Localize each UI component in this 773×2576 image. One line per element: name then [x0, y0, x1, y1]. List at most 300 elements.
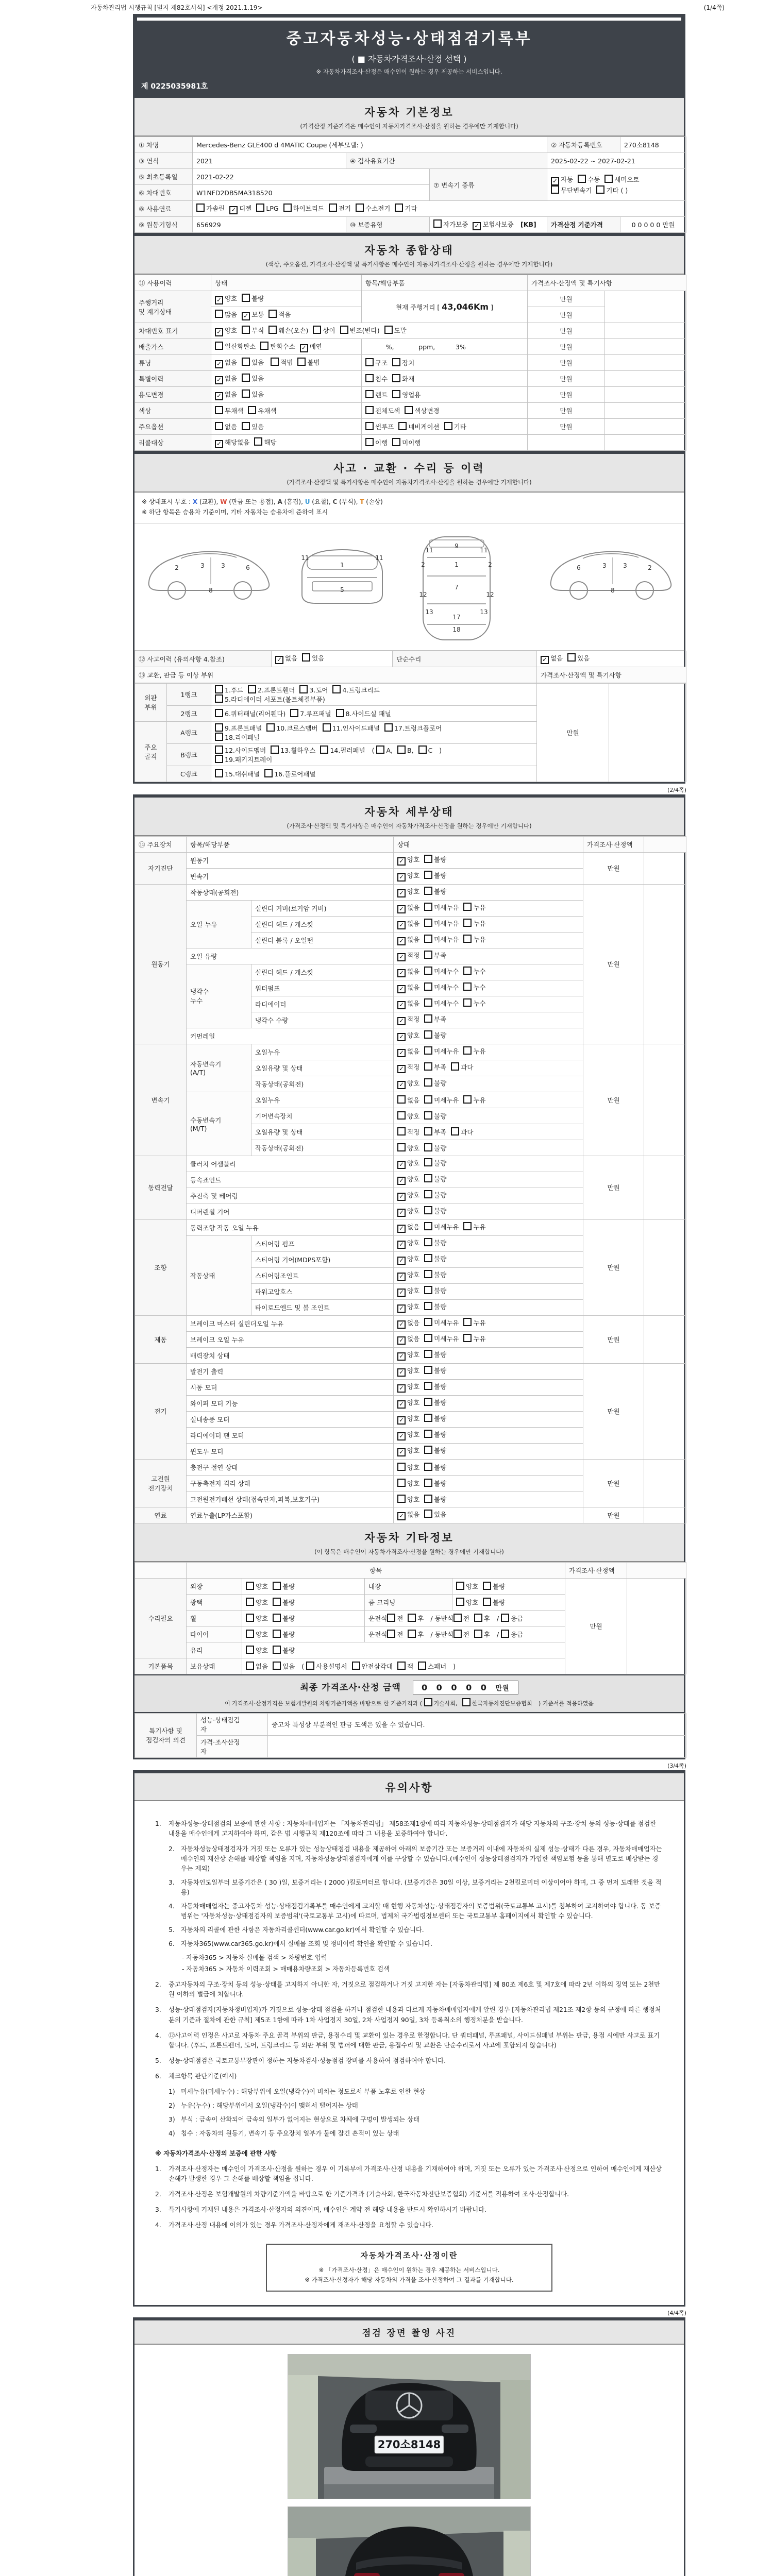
checkbox-label: 없음	[407, 1511, 420, 1519]
table-cell	[644, 1219, 686, 1315]
table-row	[135, 403, 686, 419]
status-symbol: U	[305, 498, 310, 505]
checkbox-option	[397, 1479, 419, 1488]
checkbox-label: 없음	[407, 1335, 420, 1343]
table-cell	[242, 1626, 365, 1642]
status-symbol: C	[332, 498, 338, 505]
checkbox-option	[260, 342, 295, 351]
checked-checkbox-icon	[397, 1081, 406, 1089]
text: 가격·조사산정	[200, 1738, 240, 1746]
table-cell	[547, 169, 686, 201]
checked-checkbox-icon	[397, 1241, 406, 1249]
unchecked-checkbox-icon	[246, 1646, 254, 1654]
unchecked-checkbox-icon	[387, 1614, 395, 1622]
page-marker-1: (1/4쪽)	[703, 4, 725, 11]
text: 원동기	[190, 856, 209, 865]
section-basic-subtitle: (가격산정 기준가격은 매수인이 자동차가격조사·산정을 원하는 경우에만 기재합니다)	[300, 123, 518, 130]
text: 브레이크 오일 누유	[190, 1335, 244, 1344]
checkbox-option	[424, 1479, 446, 1488]
checkbox-label: 수소전기	[365, 204, 391, 212]
checkbox-option	[424, 1510, 446, 1519]
table-cell	[242, 1642, 565, 1658]
checkbox-option	[397, 1510, 419, 1520]
checkbox-label: 11.인사이드패널	[332, 724, 380, 732]
text: 실내송풍 모터	[190, 1415, 230, 1423]
text: 만원	[560, 407, 573, 415]
table-cell	[394, 1044, 583, 1060]
unchecked-checkbox-icon	[392, 438, 400, 446]
checkbox-option	[215, 733, 260, 742]
checkbox-option	[424, 919, 459, 928]
checkbox-option	[463, 1095, 485, 1105]
table-row	[135, 1363, 686, 1379]
unchecked-checkbox-icon	[424, 1174, 432, 1182]
table-cell	[251, 1012, 394, 1028]
checkbox-option	[397, 1382, 419, 1393]
checkbox-label: 없음	[225, 390, 238, 398]
checkbox-option	[397, 903, 419, 913]
checkbox-option	[501, 1630, 523, 1639]
checkbox-label: 양호	[256, 1614, 268, 1622]
table-cell	[211, 403, 362, 419]
text: 변속기	[190, 872, 209, 880]
unchecked-checkbox-icon	[256, 204, 264, 212]
panel-number-label: 17	[452, 613, 461, 621]
checkbox-option	[384, 723, 442, 733]
table-cell	[251, 1060, 394, 1076]
checkbox-label: 기타	[405, 204, 417, 212]
table-cell	[394, 1347, 583, 1363]
table-cell	[242, 1594, 365, 1610]
overall-status-table	[135, 275, 684, 451]
status-symbol: A	[277, 498, 282, 505]
checkbox-option	[266, 723, 317, 733]
table-row	[135, 1735, 686, 1757]
checkbox-option	[246, 1662, 268, 1671]
table-cell	[528, 371, 605, 387]
text: 특기사항 및	[149, 1727, 182, 1735]
table-cell	[193, 169, 430, 185]
checkbox-option	[242, 389, 264, 399]
unchecked-checkbox-icon	[451, 1062, 459, 1071]
checkbox-option	[424, 1366, 446, 1375]
unchecked-checkbox-icon	[397, 1463, 406, 1471]
checkbox-label: 미세누유	[434, 936, 459, 944]
unchecked-checkbox-icon	[424, 982, 432, 991]
unchecked-checkbox-icon	[424, 1030, 432, 1039]
text: 타이로드엔드 및 볼 조인트	[255, 1303, 330, 1312]
unchecked-checkbox-icon	[424, 1190, 432, 1198]
unchecked-checkbox-icon	[273, 1646, 281, 1654]
checkbox-option	[215, 723, 262, 733]
unchecked-checkbox-icon	[384, 723, 393, 732]
checkbox-label: 양호	[225, 294, 238, 302]
price-survey-definition-line: ※ 가격조사·산정자가 해당 자동차의 가격을 조사·산정하여 그 결과를 기재합니다.	[305, 2276, 514, 2283]
checkbox-option	[397, 1414, 419, 1425]
table-cell	[251, 964, 394, 980]
checkbox-option	[424, 1350, 446, 1359]
text: 라디에이터	[255, 1000, 287, 1008]
notices-title: 유의사항	[385, 1781, 433, 1794]
unchecked-checkbox-icon	[215, 709, 223, 717]
notice-item: 2. 자동차성능상태점검자가 거짓 또는 오류가 있는 성능상태점검 내용을 제공하여 아래의 보증기간 또는 보증거리 이내에 자동차의 실제 성능·상태가 다른 경우, 자동차매매업자는 매수인의 재산상 손해를 배상할 책임을 지며, 자동차성능상태점검자에게 이를 구상할 수 있습니다.(매수인이 성능상태점검자가 가입한 책임보험 등을 통해 별도로 배상받는 경우는 제외)	[169, 1845, 662, 1872]
unchecked-checkbox-icon	[424, 1366, 432, 1374]
unchecked-checkbox-icon	[397, 1479, 406, 1487]
table-cell	[187, 1235, 251, 1315]
unchecked-checkbox-icon	[463, 998, 472, 1007]
unchecked-checkbox-icon	[474, 1614, 482, 1622]
unchecked-checkbox-icon	[424, 1206, 432, 1214]
text: 이 가격조사·산정가격은 보험개발원의 차량기준가액을 바탕으로 한 기준가격과 (	[225, 1700, 424, 1707]
final-price-band	[135, 1674, 684, 1713]
checkbox-label: 가솔린	[206, 204, 225, 212]
table-cell	[135, 1713, 197, 1757]
checkbox-label: 없음	[225, 374, 238, 382]
table-cell	[187, 1491, 394, 1507]
price-survey-definition-box	[266, 2244, 552, 2292]
table-cell	[242, 1658, 565, 1674]
checkbox-option	[424, 871, 446, 880]
text: ⑭ 주요장치	[139, 840, 172, 849]
panel-number-label: 1	[455, 561, 459, 568]
checkbox-label: 양호	[407, 1287, 420, 1295]
table-cell	[135, 1219, 187, 1315]
table-cell	[605, 435, 686, 451]
checkbox-option	[424, 1078, 446, 1088]
checked-checkbox-icon	[397, 889, 406, 897]
text: ④ 검사유효기간	[350, 157, 395, 165]
checkbox-option	[456, 1582, 478, 1591]
table-cell	[528, 403, 605, 419]
checkbox-option	[392, 374, 414, 383]
table-cell	[394, 884, 583, 900]
table-cell	[187, 1363, 394, 1379]
checkbox-option	[473, 219, 513, 230]
checked-checkbox-icon	[397, 1193, 406, 1201]
checkbox-option	[297, 358, 320, 367]
text: 운전석	[368, 1614, 388, 1622]
table-cell	[135, 435, 211, 451]
table-cell	[135, 836, 187, 852]
checkbox-option	[365, 406, 400, 415]
table-row	[135, 323, 686, 339]
checkbox-option	[397, 1222, 419, 1233]
unchecked-checkbox-icon	[215, 422, 223, 430]
checkbox-option	[424, 1318, 459, 1327]
checkbox-label: 부식	[251, 326, 264, 334]
basic-info	[135, 137, 686, 233]
unchecked-checkbox-icon	[596, 185, 604, 194]
unchecked-checkbox-icon	[242, 422, 250, 430]
checkbox-label: 양호	[466, 1598, 479, 1606]
unchecked-checkbox-icon	[273, 1582, 281, 1590]
checkbox-option	[215, 437, 249, 448]
table-cell	[394, 1060, 583, 1076]
notice-item: 1. 자동차성능·상태점검의 보증에 관한 사항 : 자동차매매업자는 「자동차관리법」 제58조제1항에 따라 자동차성능·상태점검자가 해당 자동차의 구조·장치 등의 성능·상태를 점검한 내용을 매수인에게 고지하여야 하며, 같은 법 시행규칙 제120조에 따라 그 내용을 보증하여야 합니다.	[155, 1820, 657, 1837]
table-cell	[135, 217, 193, 233]
checkbox-label: 누유	[473, 1335, 486, 1343]
text: ⑫ 사고이력 (유의사항 4.참조)	[139, 655, 225, 663]
checkbox-label: 불량	[493, 1598, 506, 1606]
car-damage-diagram	[135, 523, 684, 651]
checkbox-option	[424, 1270, 446, 1279]
text: 2025-02-22 ~ 2027-02-21	[551, 157, 635, 165]
unchecked-checkbox-icon	[365, 438, 374, 446]
checked-checkbox-icon	[397, 1177, 406, 1185]
table-cell	[187, 1044, 251, 1092]
table-row	[135, 355, 686, 371]
checked-checkbox-icon	[397, 1225, 406, 1233]
checkbox-label: 누유	[473, 936, 486, 944]
unchecked-checkbox-icon	[356, 204, 364, 212]
checkbox-option	[463, 1222, 485, 1231]
checkbox-option	[424, 903, 459, 912]
table-cell	[394, 1379, 583, 1395]
checkbox-option	[242, 358, 264, 367]
unchecked-checkbox-icon	[424, 951, 432, 959]
text: 주요	[144, 743, 157, 751]
checkbox-option	[397, 982, 419, 993]
checkbox-label: 불량	[434, 1191, 447, 1199]
checkbox-label: 양호	[407, 1399, 420, 1407]
table-row	[135, 275, 686, 291]
table-cell	[135, 387, 211, 403]
unchecked-checkbox-icon	[424, 1046, 432, 1055]
text: 1랭크	[180, 690, 197, 699]
table-cell	[605, 419, 686, 435]
text: 조향	[154, 1264, 167, 1272]
checkbox-label: 누수	[473, 999, 486, 1008]
text: 주행거리	[139, 298, 164, 307]
unchecked-checkbox-icon	[215, 755, 223, 763]
checkbox-option	[273, 1630, 295, 1639]
checkbox-option	[242, 422, 264, 431]
text: 실린더 커버(로커암 커버)	[255, 904, 327, 912]
checkbox-label: 누유	[473, 920, 486, 928]
checkbox-label: 없음	[550, 654, 563, 663]
checked-checkbox-icon	[397, 1448, 406, 1456]
table-cell	[528, 419, 605, 435]
table-cell	[135, 275, 211, 291]
checkbox-option	[246, 1614, 268, 1623]
checkbox-option	[397, 951, 419, 961]
checkbox-option	[397, 1430, 419, 1440]
checkbox-label: 수동	[587, 176, 600, 183]
checkbox-label: 전	[397, 1630, 404, 1638]
unchecked-checkbox-icon	[418, 1662, 426, 1670]
text: ① 차명	[139, 141, 159, 149]
checkbox-option	[424, 1062, 446, 1072]
checked-checkbox-icon	[215, 360, 223, 368]
unchecked-checkbox-icon	[424, 919, 432, 927]
table-cell	[605, 291, 686, 323]
table-cell	[242, 1610, 365, 1626]
checkbox-label: 없음	[225, 358, 238, 366]
table-cell	[528, 307, 605, 323]
table-row	[135, 836, 686, 852]
table-cell	[167, 683, 211, 705]
table-cell	[211, 705, 537, 721]
text: 자동변속기	[190, 1060, 222, 1069]
price-survey-notes-heading: ※ 자동차가격조사·산정의 보증에 관한 사항	[155, 2149, 277, 2157]
checkbox-label: 있음	[577, 654, 590, 663]
unchecked-checkbox-icon	[246, 1598, 254, 1606]
table-row	[135, 153, 686, 169]
unchecked-checkbox-icon	[313, 326, 321, 334]
text: 기어변속장치	[255, 1112, 293, 1120]
checkbox-option	[474, 1614, 490, 1623]
photos-header: 점검 장면 촬영 사진	[135, 2320, 684, 2345]
checkbox-option	[299, 685, 328, 694]
checked-checkbox-icon	[215, 328, 223, 336]
basic-info-table	[135, 137, 684, 233]
checkbox-option	[397, 855, 419, 866]
unchecked-checkbox-icon	[397, 1143, 406, 1151]
checkbox-label: 없음	[407, 968, 420, 976]
notice-item: 1) 미세누유(미세누수) : 해당부위에 오일(냉각수)이 비치는 정도로서 부품 노후로 인한 현상	[169, 2088, 426, 2095]
unchecked-checkbox-icon	[453, 1630, 462, 1638]
checkbox-option	[424, 1143, 446, 1153]
checked-checkbox-icon	[229, 206, 238, 214]
section-detail-title: 자동차 세부상태	[364, 805, 454, 818]
table-cell	[187, 1475, 394, 1491]
table-cell	[394, 1411, 583, 1427]
checkbox-option	[215, 694, 325, 704]
checkbox-option	[397, 1238, 419, 1249]
table-cell	[394, 1267, 583, 1283]
table-cell	[251, 1108, 394, 1124]
panel-number-label: 8	[611, 586, 615, 594]
notice-item: 3. 자동차인도일부터 보증기간은 ( 30 )일, 보증거리는 ( 2000 )킬로미터로 합니다. (보증기간은 30일 이상, 보증거리는 2천킬로미터 이상이어야 하며, 그 중 먼저 도래한 것을 적용)	[169, 1879, 662, 1896]
text: 상태	[215, 279, 228, 287]
checkbox-label: 양호	[407, 1383, 420, 1391]
unchecked-checkbox-icon	[260, 342, 268, 350]
table-cell	[187, 1347, 394, 1363]
checkbox-option	[397, 1143, 419, 1153]
checkbox-option	[397, 1062, 419, 1073]
unchecked-checkbox-icon	[297, 358, 306, 366]
checkbox-option	[424, 1222, 459, 1231]
checkbox-option	[424, 1206, 446, 1215]
text: 운전석	[368, 1630, 388, 1638]
checkbox-label: 양호	[407, 1144, 420, 1152]
checkbox-label: 네비게이션	[408, 423, 440, 431]
checkbox-option	[392, 358, 414, 367]
checkbox-option	[215, 358, 237, 368]
panel-number-label: 8	[209, 586, 213, 594]
page-marker-3: (3/4쪽)	[667, 1762, 686, 1769]
section-notices	[133, 1770, 685, 2307]
table-row	[135, 201, 686, 217]
unchecked-checkbox-icon	[215, 406, 223, 414]
checked-checkbox-icon	[397, 985, 406, 993]
checkbox-label: 탄화수소	[270, 342, 295, 350]
checkbox-label: LPG	[266, 204, 279, 212]
panel-number-label: 18	[452, 625, 461, 633]
checkbox-label: 6.쿼터패널(리어휀다)	[225, 709, 286, 718]
regulation-text: 자동차관리법 시행규칙 [별지 제82호서식] <개정 2021.1.19>	[91, 4, 263, 11]
checkbox-label: 불량	[434, 1367, 447, 1375]
table-cell	[394, 1395, 583, 1411]
table-cell	[394, 836, 583, 852]
text: 발전기 출력	[190, 1367, 224, 1376]
panel-number-label: 12	[419, 590, 427, 598]
unchecked-checkbox-icon	[395, 204, 403, 212]
unchecked-checkbox-icon	[463, 982, 472, 991]
checkbox-label: 있음	[434, 1511, 447, 1519]
checked-checkbox-icon	[397, 1304, 406, 1313]
checkbox-option	[463, 919, 485, 928]
unchecked-checkbox-icon	[424, 1095, 432, 1104]
text: ) 기준서를 적용하였음	[536, 1700, 594, 1707]
checkbox-option	[365, 358, 388, 367]
checkbox-label: 부족	[434, 1015, 447, 1024]
checkbox-option	[215, 406, 243, 415]
checkbox-option	[463, 1334, 485, 1343]
table-cell	[583, 1363, 644, 1459]
checkbox-option	[392, 438, 421, 447]
unchecked-checkbox-icon	[424, 1334, 432, 1342]
text: 파워고압호스	[255, 1287, 293, 1296]
checkbox-option	[306, 1662, 347, 1671]
checkbox-label: 자동	[561, 176, 574, 183]
table-cell	[547, 217, 620, 233]
unchecked-checkbox-icon	[242, 326, 250, 334]
table-cell	[547, 153, 686, 169]
unchecked-checkbox-icon	[424, 1270, 432, 1278]
table-cell	[187, 1443, 394, 1459]
text: 전기장치	[148, 1484, 173, 1492]
checkbox-label: 있음	[251, 423, 264, 431]
table-cell	[135, 667, 537, 683]
section-accident-title: 사고 · 교환 · 수리 등 이력	[333, 462, 485, 474]
table-cell	[187, 1219, 394, 1235]
notice-item: 5. 성능·상태점검은 국토교통부장관이 정하는 자동차검사·성능점검 장비를 사용하여 점검하여야 합니다.	[155, 2057, 446, 2064]
checkbox-option	[397, 1158, 419, 1169]
text: (	[299, 1662, 307, 1670]
checkbox-label: 양호	[407, 1079, 420, 1088]
text: B랭크	[180, 751, 197, 759]
text: 스티어링 기어(MDPS포함)	[255, 1256, 331, 1264]
checkbox-label: 양호	[407, 1191, 420, 1199]
unchecked-checkbox-icon	[424, 1127, 432, 1136]
checkbox-option	[215, 310, 237, 319]
notice-item: 2. 가격조사·산정은 보험개발원의 차량기준가액을 바탕으로 한 기준가격과 (기술사회, 한국자동차진단보증협회) 기준서를 적용하여 조사·산정합니다.	[155, 2191, 569, 2198]
unchecked-checkbox-icon	[352, 1662, 360, 1670]
checkbox-option	[275, 653, 297, 664]
checkbox-option	[424, 1698, 458, 1707]
checkbox-option	[424, 951, 446, 960]
text: 시동 모터	[190, 1383, 217, 1392]
notice-item: 4) 침수 : 자동차의 원동기, 변속기 등 주요장치 일부가 물에 잠긴 흔적이 있는 상태	[169, 2129, 399, 2137]
panel-number-label: 12	[486, 590, 494, 598]
table-cell	[167, 743, 211, 766]
table-cell	[362, 275, 528, 291]
checkbox-label: 3.도어	[309, 686, 328, 694]
text: C랭크	[180, 770, 197, 778]
table-cell	[135, 291, 211, 323]
checkbox-label: 양호	[407, 872, 420, 880]
unchecked-checkbox-icon	[433, 219, 442, 228]
text: 만원	[607, 865, 620, 873]
checkbox-option	[264, 769, 315, 778]
checkbox-option	[578, 175, 600, 184]
table-cell	[394, 916, 583, 932]
unchecked-checkbox-icon	[474, 1630, 482, 1638]
checkbox-option	[397, 919, 419, 929]
table-cell	[135, 721, 167, 782]
checkbox-option	[397, 745, 414, 754]
